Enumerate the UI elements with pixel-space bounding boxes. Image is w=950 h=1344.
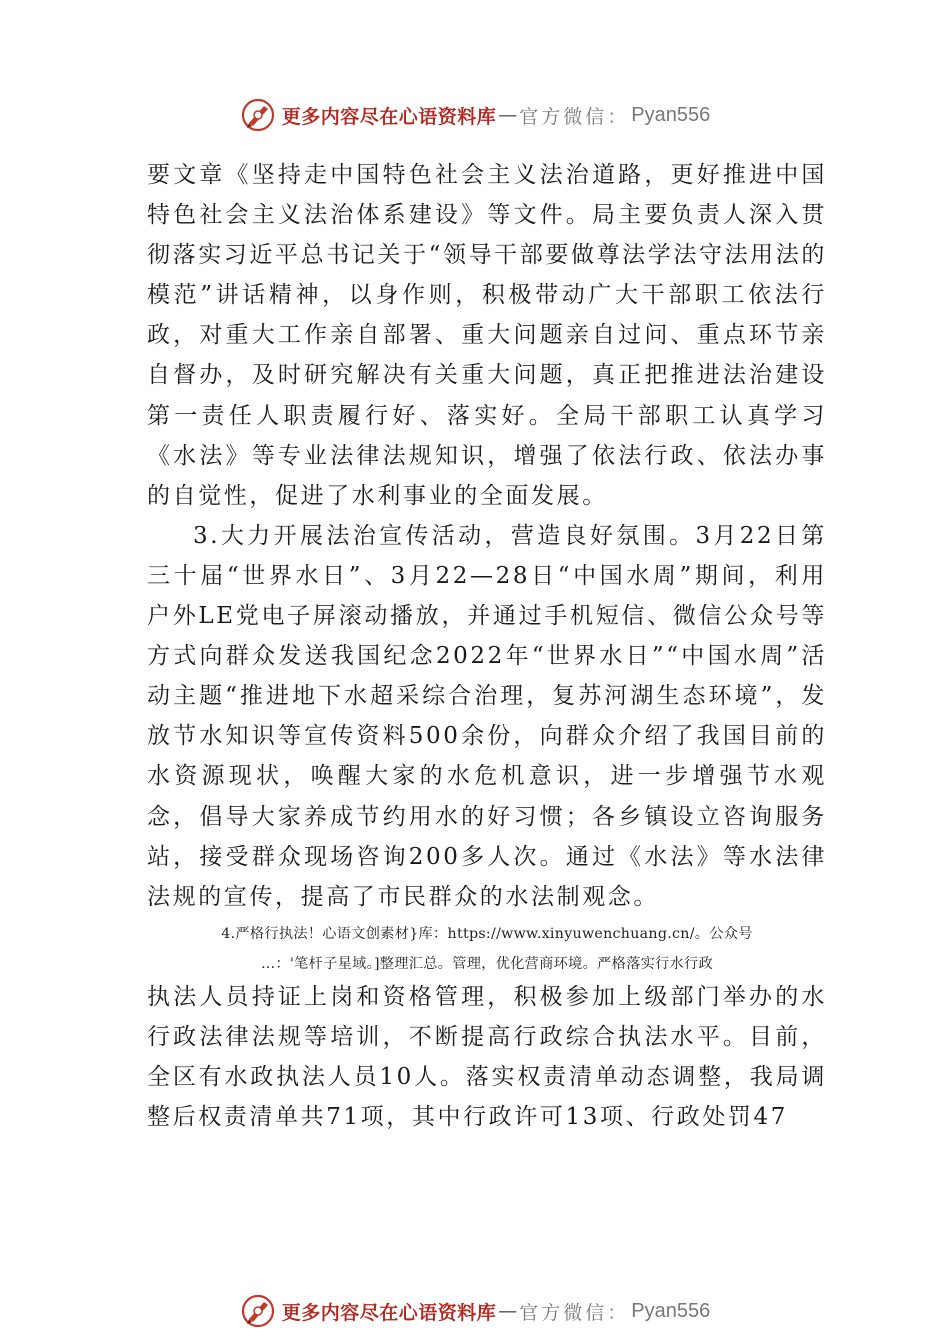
banner-wechat-id: Pyan556 (631, 103, 711, 126)
banner-brand-text: 更多内容尽在心语资料库 (281, 105, 497, 128)
banner-brand-text: 更多内容尽在心语资料库 (281, 1301, 497, 1324)
watermark-note-line-1 (147, 921, 827, 947)
note-text-1: 严格行执法！心语文创素材}库：https://www.xinyuwenchuang.cn/。公众号 (235, 925, 753, 942)
body-paragraph-2: 3.大力开展法治宣传活动，营造良好氛围。3月22日第三十届“世界水日”、3月22—28日“中国水周”期间，利用户外LE党电子屏滚动播放，并通过手机短信、微信公众号等方式向群众发送我国纪念2022年“世界水日”“中国水周”活动主题“推进地下水超采综合治理，复苏河湖生态环境”，发放节水知识等宣传资料500余份，向群众介绍了我国目前的水资源现状，唤醒大家的水危机意识，进一步增强节水观念，倡导大家养成节约用水的好习惯；各乡镇设立咨询服务站，接受群众现场咨询200多人次。通过《水法》等水法律法规的宣传，提高了市民群众的水法制观念。 (147, 522, 827, 910)
footer-banner (0, 1291, 950, 1331)
note-number: 4. (221, 925, 236, 942)
body-paragraph-3: 执法人员持证上岗和资格管理，积极参加上级部门举办的水行政法律法规等培训，不断提高行政综合执法水平。目前，全区有水政执法人员10人。落实权责清单动态调整，我局调整后权责清单共71项，其中行政许可13项、行政处罚47 (147, 983, 827, 1131)
body-paragraph-1: 要文章《坚持走中国特色社会主义法治道路，更好推进中国特色社会主义法治体系建设》等文件。局主要负责人深入贯彻落实习近平总书记关于“领导干部要做尊法学法守法用法的模范”讲话精神，以身作则，积极带动广大干部职工依法行政，对重大工作亲自部署、重大问题亲自过问、重点环节亲自督办，及时研究解决有关重大问题，真正把推进法治建设第一责任人职责履行好、落实好。全局干部职工认真学习《水法》等专业法律法规知识，增强了依法行政、依法办事的自觉性，促进了水利事业的全面发展。 (147, 162, 827, 509)
pen-logo-icon (240, 1293, 276, 1329)
header-banner (0, 95, 950, 135)
banner-wechat-label: 官方微信： (519, 1301, 630, 1324)
watermark-note-line-2: …：'笔杆子星域。]整理汇总。管理，优化营商环境。严格落实行水行政 (260, 955, 714, 972)
banner-separator: — (498, 104, 518, 126)
banner-wechat-label: 官方微信： (519, 105, 630, 128)
banner-wechat-id: Pyan556 (631, 1299, 711, 1322)
pen-logo-icon (240, 97, 276, 133)
banner-separator: — (498, 1300, 518, 1322)
document-body (147, 155, 827, 1137)
